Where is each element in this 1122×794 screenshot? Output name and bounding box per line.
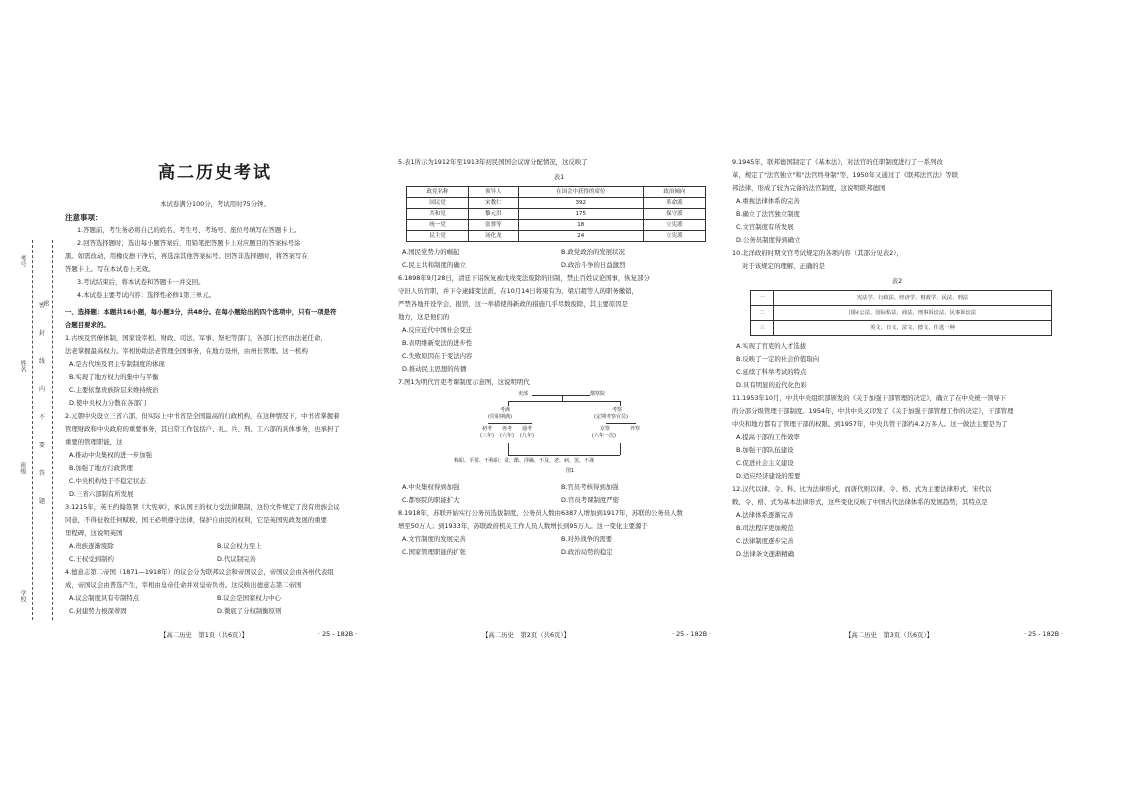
page-2 — [398, 156, 720, 666]
option-b: B.议会是国家权力中心 — [217, 594, 281, 602]
question-stem: 12.汉代以律、令、科、比为法律形式，而唐代则以律、令、格、式为主要法律形式，宋代以 — [732, 485, 992, 493]
binding-label-banji: 班级 — [19, 462, 26, 474]
option-a: A.贵族逐渐废除 — [69, 542, 114, 550]
diagram-node-jingcha-years: (六年一次) — [592, 433, 616, 439]
table-cell: 黎元洪 — [469, 209, 518, 220]
table-cell: 共和党 — [407, 209, 469, 220]
option-c: C.法律制度逐步完善 — [736, 537, 794, 545]
option-b: B.官员考核得到加强 — [561, 483, 619, 491]
question-stem: 里程碑，这说明英国 — [65, 529, 123, 537]
table-header-cell: 领导人 — [469, 187, 518, 198]
question-5 — [398, 156, 720, 272]
option-row — [65, 540, 365, 553]
diagram-node-waicha: 外察 — [630, 426, 641, 432]
page-1-code: · 25 - 182B · — [318, 630, 358, 638]
diagram-node-tongkao-years: (九年) — [520, 433, 534, 439]
option-b: B.加强干部队伍建设 — [736, 446, 794, 454]
table-row — [751, 306, 1051, 321]
question-4 — [65, 566, 365, 618]
question-9 — [732, 156, 1062, 247]
table-cell: 175 — [518, 209, 643, 220]
table-cell: 英文、日文、法文、德文、任选一种 — [870, 325, 955, 331]
diagram-connector — [508, 401, 620, 402]
binding-char-7: 答 — [39, 470, 46, 477]
diagram-node-duchayuan: 都察院 — [590, 391, 606, 397]
page-1 — [65, 140, 365, 650]
table-cell: 三 — [751, 321, 774, 335]
table-cell: 国民党 — [407, 198, 469, 209]
page-1-footer: 【高二历史 第1页（共6页）】 — [160, 631, 249, 639]
binding-char-8: 题 — [39, 498, 46, 505]
option-c: C.失败原因在于变法内容 — [402, 352, 473, 360]
table-cell: 392 — [518, 198, 643, 209]
notes-title: 注意事项： — [65, 213, 103, 222]
page-3-code: · 25 - 182B · — [1024, 630, 1064, 638]
table-header — [407, 187, 706, 198]
option-b: B.反映了一定的社会价值取向 — [736, 355, 820, 363]
question-stem: 邦法律，形成了较为完备的法官制度，这说明联邦德国 — [732, 184, 886, 192]
diagram-node-kaoman: 考满 — [500, 407, 511, 413]
option-b: B.议会权力至上 — [217, 542, 262, 550]
option-b: B.加强了地方行政管理 — [69, 464, 133, 472]
option-d: D.微底了分权制衡原则 — [217, 607, 282, 615]
table-cell: 宋教仁 — [469, 198, 518, 209]
option-b: B.司法程序更加规范 — [736, 524, 794, 532]
table-cell: 宪法学、行政法、经济学、财政学、民法、刑法 — [856, 295, 969, 301]
option-a: A.推动中央集权的进一步加强 — [69, 451, 152, 459]
option-a: A.重视法律体系的完善 — [736, 197, 800, 205]
page-2-code: · 25 - 182B · — [672, 630, 712, 638]
diagram-connector — [508, 401, 509, 406]
diagram-node-kaoman-note: (任职期满) — [488, 414, 512, 420]
table-cell: 二 — [751, 306, 774, 320]
question-stem: 对于该规定的理解，正确的是 — [742, 262, 826, 270]
option-d: D.三省六部制有所发展 — [69, 490, 134, 498]
question-stem: 8.1918年，苏联开始实行公务员选拔制度，公务员人数由6387人增加到1917年，苏联的公务员人数 — [398, 509, 683, 517]
binding-char-6: 要 — [39, 442, 46, 449]
table-2 — [750, 290, 1052, 336]
diagram-node-chukao-years: (三年) — [480, 433, 494, 439]
option-a: A.是古代埃及君主专制制度的体现 — [69, 360, 165, 368]
table-cell: 国际公法、国际私法、商法、刑事诉讼法、民事诉讼法 — [848, 310, 977, 316]
option-b: B.对外战争的需要 — [561, 535, 613, 543]
question-stem: 10.北洋政府时期文官考试规定的各项内容（其部分见表2）， — [732, 249, 903, 257]
page-3 — [732, 156, 1062, 666]
option-a: A.提高干部的工作效率 — [736, 433, 800, 441]
option-row — [398, 259, 720, 272]
note-line: 2.回答选择题时，选出每小题答案后，用铅笔把答题卡上对应题目的答案标号涂 — [77, 239, 301, 247]
option-d: D.使中央权力分散在各部门 — [69, 399, 147, 407]
option-d: D.推动民主思想的传播 — [402, 365, 467, 373]
question-stem: 同意，不得征收任何赋税，国王必须遵守法律，保护自由民的权利，它是英国宪政发展的重要 — [65, 516, 328, 524]
binding-char-2: 封 — [39, 330, 46, 337]
option-c: C.文官制度有所发展 — [736, 223, 794, 231]
question-stem: 严禁各地开设学会、报馆，这一举措使得新政的措施几乎尽数废除，其主要原因是 — [398, 300, 629, 308]
diagram-connector — [532, 395, 590, 396]
table-row — [407, 220, 706, 231]
option-a: A.议会制度具有专制特点 — [69, 594, 140, 602]
option-a: A.反应近代中国社会变迁 — [402, 326, 473, 334]
option-c: C.民主共和制度的确立 — [402, 261, 467, 269]
question-10 — [732, 247, 1062, 392]
diagram-node-zaikao-years: (六年) — [500, 433, 514, 439]
question-stem: 1.古埃及官僚体制，国家设宰相、财政、司法、军事、祭祀等部门，各部门长官由法老任命， — [65, 334, 327, 342]
table-cell: 汤化龙 — [469, 231, 518, 242]
option-c: C.中央机构处于不稳定状态 — [69, 477, 146, 485]
diagram-connector — [606, 423, 636, 424]
diagram-node-jingcha: 京察 — [600, 426, 611, 432]
option-d: D.适应经济建设的需要 — [736, 472, 801, 480]
note-line: 3.考试结束后，将本试卷和答题卡一并交回。 — [77, 278, 205, 286]
question-stem: 法老掌握最高权力。宰相协助法老管理全国事务，在地方设州，由州长管理。这一机构 — [65, 347, 308, 355]
binding-dashed-line-2 — [52, 240, 53, 620]
option-d: D.政治斗争的日益激烈 — [561, 261, 626, 269]
table-row — [751, 321, 1051, 335]
diagram-connector — [620, 401, 621, 406]
exam-subtitle: 本试卷满分100分，考试用时75分钟。 — [160, 200, 270, 208]
option-row — [65, 605, 365, 618]
table-row — [751, 291, 1051, 306]
table-cell: 18 — [518, 220, 643, 231]
table-cell: 革命派 — [643, 198, 705, 209]
option-b: B.政党政治的发展状况 — [561, 248, 625, 256]
question-stem: 9.1945年，联邦德国制定了《基本法》，对法官的任职制度进行了一系列改 — [732, 158, 943, 166]
question-stem: 中央和地方都有了管理干部的权限。到1957年，中央共管干部约4.2万多人。这一做法主要是为了 — [732, 420, 1008, 428]
diagram-result: 称职、平常、不称职：贪、酷、浮躁、不及、老、病、罢、不谨 — [454, 458, 595, 464]
diagram-connector — [508, 443, 509, 455]
table-cell: 一 — [751, 291, 774, 305]
question-stem: 4.德意志第二帝国（1871—1918年）的议会分为联邦议会和帝国议会，帝国议会由各州代表组 — [65, 568, 334, 576]
page-2-footer: 【高二历史 第2页（共6页）】 — [482, 631, 571, 639]
question-11 — [732, 392, 1062, 483]
option-d: D.政治局势的稳定 — [561, 548, 613, 556]
table-header-cell: 政党名称 — [407, 187, 469, 198]
question-stem: 5.表1所示为1912年至1913年初民国国会议席分配情况，这反映了 — [398, 158, 588, 166]
figure-1-diagram — [454, 391, 668, 477]
option-c: C.促进社会主义建设 — [736, 459, 794, 467]
option-a: A.中央集权得到加强 — [402, 483, 460, 491]
option-d: D.具有明显的近代化色彩 — [736, 381, 807, 389]
option-row — [65, 592, 365, 605]
diagram-connector — [508, 455, 620, 456]
question-stem: 管理财政和中央政府的重要事务，其日常工作包括户、礼、兵、刑、工六部的具体事务，也承担了 — [65, 425, 340, 433]
option-b: B.确立了法官独立制度 — [736, 210, 800, 218]
table-cell: 24 — [518, 231, 643, 242]
question-stem: 重要的管理职能，这 — [65, 438, 123, 446]
table-row — [407, 209, 706, 220]
diagram-node-kaocha: 考察 — [612, 407, 623, 413]
table-cell: 立宪派 — [643, 231, 705, 242]
table-header-cell: 政治倾向 — [643, 187, 705, 198]
question-stem: 革，规定了"法官独立"和"法官终身制"等，1950年又通过了《联邦法官法》等联 — [732, 171, 959, 179]
binding-char-3: 线 — [39, 358, 46, 365]
option-d: D.官员考课制度严密 — [561, 496, 620, 504]
question-stem: 3.1215年，英王约翰签署《大宪章》，承认国王的权力受法律限制，这份文件规定了没有贵族会议 — [65, 503, 340, 511]
table-2-caption: 表2 — [891, 277, 903, 285]
table-header-cell: 在国会中获得的席位 — [518, 187, 643, 198]
question-stem: 6.1898年9月28日，清廷下诏恢复被戊戌变法废除的旧制，禁止百姓议论国事，恢复部分 — [398, 274, 650, 282]
question-stem: 地方，这是他们的 — [398, 313, 450, 321]
option-c: C.主要依靠贵族阶层来维持统治 — [69, 386, 159, 394]
option-c: C.封建势力根深蒂固 — [69, 607, 127, 615]
diagram-node-tongkao: 通考 — [522, 426, 533, 432]
option-row — [398, 494, 720, 507]
diagram-node-zaikao: 再考 — [502, 426, 513, 432]
option-a: A.国民党势力的崛起 — [402, 248, 460, 256]
table-row — [407, 231, 706, 242]
question-1 — [65, 332, 365, 410]
section-heading-cont: 合题目要求的。 — [65, 321, 110, 329]
note-line: 答题卡上。写在本试卷上无效。 — [65, 265, 155, 273]
option-c: C.延续了科举考试的特点 — [736, 368, 807, 376]
question-3 — [65, 501, 365, 566]
figure-1-caption: 图1 — [566, 468, 575, 474]
page-3-footer: 【高二历史 第3页（共6页）】 — [845, 631, 934, 639]
diagram-node-chukao: 初考 — [482, 426, 493, 432]
table-1 — [406, 186, 706, 242]
binding-dashed-line — [32, 240, 33, 620]
question-6 — [398, 272, 720, 376]
option-c: C.王权受到制约 — [69, 555, 114, 563]
binding-label-kaohao: 考号 — [19, 255, 26, 267]
option-a: A.文官制度的发展完善 — [402, 535, 466, 543]
option-b: B.表明维新变法的进步性 — [402, 339, 473, 347]
section-heading: 一、选择题：本题共16小题，每小题3分，共48分。在每小题给出的四个选项中，只有一项是符 — [65, 308, 337, 316]
question-8 — [398, 507, 720, 559]
question-stem: 守旧人员官职，并下令逮捕变法派，在10月14日将康有为，梁启超等人的职务撤销， — [398, 287, 638, 295]
question-stem: 增至50万人；到1933年，苏联政府机关工作人员人数增长到95万人。这一变化主要源于 — [398, 522, 648, 530]
question-stem: 2.元朝中央设立三省六部，但实际上中书省是全国最高的行政机构，在这种情况下，中书省掌握着 — [65, 412, 340, 420]
option-row — [398, 481, 720, 494]
diagram-connector — [620, 443, 621, 455]
diagram-node-libu: 吏部 — [518, 391, 529, 397]
option-a: A.法律体系逐渐完善 — [736, 511, 794, 519]
option-d: D.法律条文逐渐精确 — [736, 550, 795, 558]
diagram-connector — [488, 423, 532, 424]
table-cell: 民主党 — [407, 231, 469, 242]
diagram-node-kaocha-note: (定期考察官员) — [594, 414, 628, 420]
table-cell: 张謇等 — [469, 220, 518, 231]
option-row — [398, 246, 720, 259]
binding-char-5: 不 — [39, 414, 46, 421]
exam-title: 高二历史考试 — [158, 163, 272, 183]
table-row — [407, 198, 706, 209]
option-row — [398, 546, 720, 559]
option-a: A.实现了官吏的人才选拔 — [736, 342, 807, 350]
option-d: D.公务员制度得到确立 — [736, 236, 801, 244]
note-line: 1.答题前，考生务必将自己的姓名、考生号、考场号、座位号填写在答题卡上。 — [77, 226, 301, 234]
question-stem: 的分部分级管理干部制度。1954年，中共中央又印发了《关于加强干部管理工作的决定》，干部管理 — [732, 407, 1014, 415]
binding-char-1: 密 — [39, 302, 46, 309]
binding-label-xuexiao: 学校 — [19, 590, 26, 602]
question-12 — [732, 483, 1062, 561]
question-7 — [398, 376, 720, 507]
binding-label-xingming: 姓名 — [19, 360, 26, 372]
question-stem: 7.图1为明代官吏考课制度示意图，这说明明代 — [398, 378, 530, 386]
binding-char: 密 — [42, 300, 49, 306]
option-b: B.实现了地方权力的集中与平衡 — [69, 373, 159, 381]
option-d: D.代议制完善 — [217, 555, 256, 563]
question-stem: 成，帝国议会由普选产生，宰相由皇帝任命并对皇帝负责。这反映出德意志第二帝国 — [65, 581, 302, 589]
table-1-caption: 表1 — [553, 173, 565, 181]
table-cell: 统一党 — [407, 220, 469, 231]
question-stem: 11.1953年10月，中共中央组织部颁发的《关于加强干部管理的决定》，确立了在中央统一领导下 — [732, 394, 1007, 402]
note-line: 黑。如需改动，用橡皮擦干净后，再选涂其他答案标号。回答非选择题时，将答案写在 — [65, 252, 308, 260]
note-line: 4.本试卷主要考试内容：选择性必修1第三单元。 — [77, 291, 215, 299]
question-stem: 敕、令、格、式为基本法律形式，这些变化反映了中国古代法律体系的发展趋势，其特点是 — [732, 498, 988, 506]
table-cell: 保守派 — [643, 209, 705, 220]
option-row — [65, 553, 365, 566]
binding-char-4: 内 — [39, 386, 46, 393]
table-cell: 立宪派 — [643, 220, 705, 231]
option-row — [398, 533, 720, 546]
question-2 — [65, 410, 365, 501]
option-c: C.都察院的职能扩大 — [402, 496, 460, 504]
option-c: C.国家管理职能的扩张 — [402, 548, 467, 556]
